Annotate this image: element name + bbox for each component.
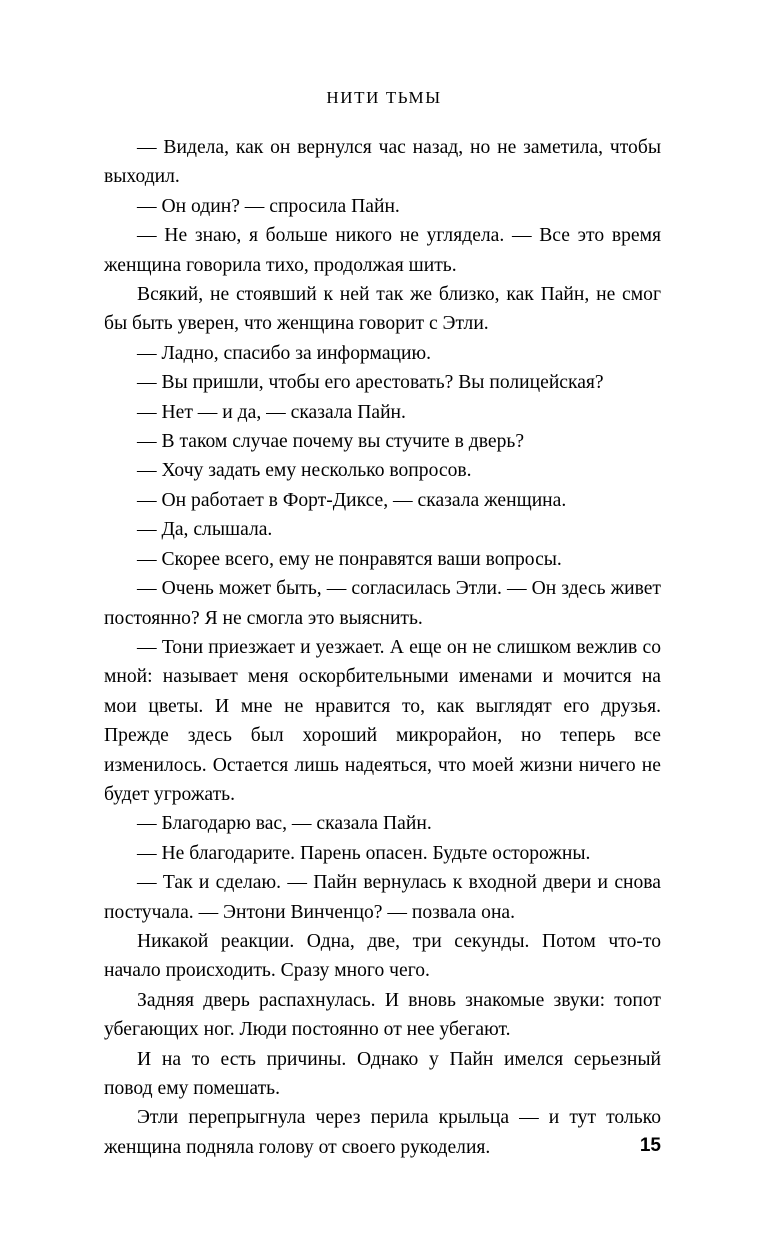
paragraph: — Скорее всего, ему не понравятся ваши вопросы. (137, 548, 562, 570)
paragraph: — Тони приезжает и уезжает. А еще он не слишком вежлив со мной: называет меня оскорбительными именами и мочится на мои цветы. И мне не нравится то, как выглядят его друзья. Прежде здесь был хороший микрорайон, но теперь все изменилось. Остается лишь надеяться, что моей жизни ничего не будет угрожать. (104, 636, 661, 805)
paragraph: — Благодарю вас, — сказала Пайн. (137, 813, 432, 835)
paragraph: Этли перепрыгнула через перила крыльца — и тут только женщина подняла голову от своего рукоделия. (104, 1107, 661, 1158)
paragraph: — В таком случае почему вы стучите в дверь? (137, 431, 525, 453)
paragraph: — Нет — и да, — сказала Пайн. (137, 401, 406, 423)
paragraph: — Не знаю, я больше никого не углядела. — Все это время женщина говорила тихо, продолжая шить. (104, 225, 661, 276)
paragraph: — Так и сделаю. — Пайн вернулась к входной двери и снова постучала. — Энтони Винченцо? — позвала она. (104, 872, 661, 923)
paragraph: И на то есть причины. Однако у Пайн имелся серьезный повод ему помешать. (104, 1048, 661, 1099)
paragraph: Всякий, не стоявший к ней так же близко, как Пайн, не смог бы быть уверен, что женщина говорит с Этли. (104, 284, 661, 335)
paragraph: Задняя дверь распахнулась. И вновь знакомые звуки: топот убегающих ног. Люди постоянно от нее убегают. (104, 989, 661, 1041)
paragraph: — Видела, как он вернулся час назад, но не заметила, чтобы выходил. (104, 137, 661, 188)
running-head: НИТИ ТЬМЫ (326, 88, 442, 107)
paragraph: — Очень может быть, — согласилась Этли. — Он здесь живет постоянно? Я не смогла это выяснить. (104, 578, 661, 629)
paragraph: — Не благодарите. Парень опасен. Будьте осторожны. (137, 842, 591, 864)
paragraph: — Ладно, спасибо за информацию. (137, 342, 432, 364)
paragraph: — Он один? — спросила Пайн. (137, 195, 400, 217)
paragraph: — Вы пришли, чтобы его арестовать? Вы полицейская? (137, 372, 604, 394)
body-text (104, 133, 661, 1162)
page-number: 15 (639, 1135, 661, 1156)
paragraph: Никакой реакции. Одна, две, три секунды. Потом что-то начало происходить. Сразу много чего. (104, 930, 661, 982)
paragraph: — Хочу задать ему несколько вопросов. (137, 460, 472, 482)
paragraph: — Он работает в Форт-Диксе, — сказала женщина. (137, 489, 567, 511)
paragraph: — Да, слышала. (137, 519, 273, 541)
